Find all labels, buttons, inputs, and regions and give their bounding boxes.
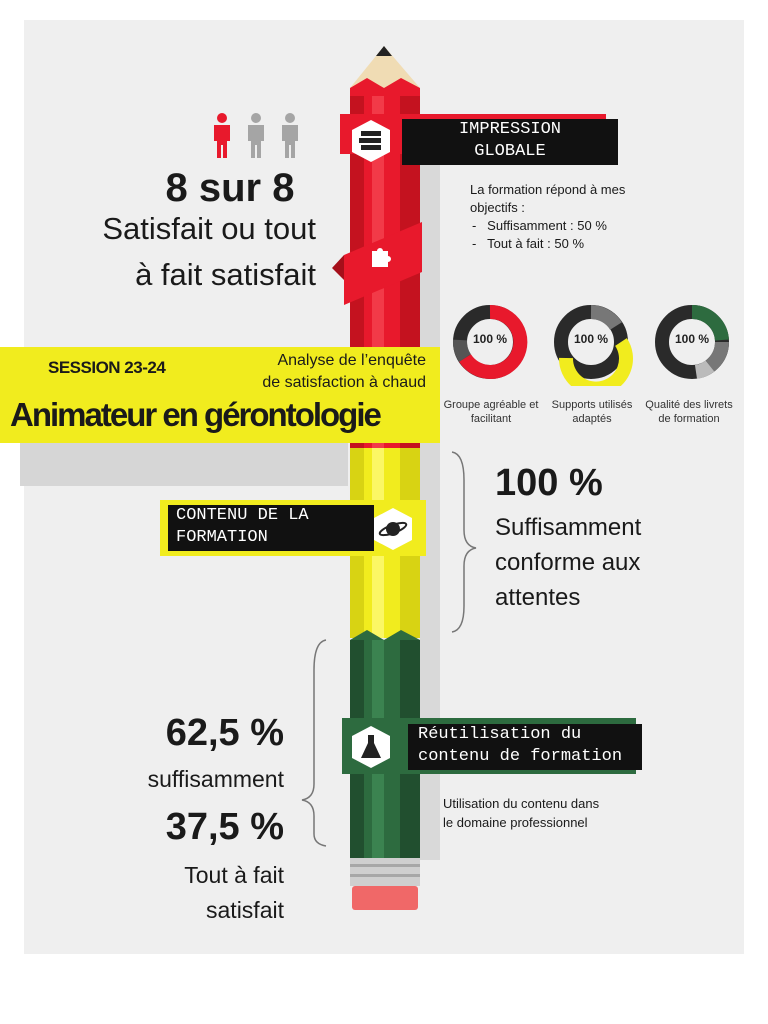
score-value: 8 sur 8 bbox=[165, 166, 295, 210]
contenu-pct: 100 % bbox=[495, 462, 603, 504]
donut-caption-supports: Supports utilisés adaptés bbox=[551, 399, 633, 425]
pencil-eraser bbox=[352, 886, 418, 910]
donut-pct-supports: 100 % bbox=[573, 332, 609, 346]
people-icons bbox=[208, 112, 308, 160]
session-label: SESSION 23-24 bbox=[48, 358, 166, 377]
reutilisation-pct1-caption: suffisamment bbox=[147, 766, 284, 792]
brace-contenu bbox=[452, 452, 476, 632]
reutilisation-pct2-caption: Tout à fait satisfait bbox=[184, 862, 284, 923]
puzzle-icon bbox=[368, 243, 394, 269]
brace-reutilisation bbox=[302, 640, 326, 846]
objectives-text: La formation répond à mes objectifs : - Suffisamment : 50 % - Tout à fait : 50 % bbox=[470, 182, 626, 251]
reutilisation-caption: Utilisation du contenu dans le domaine professionnel bbox=[443, 796, 600, 830]
reutilisation-pct2: 37,5 % bbox=[165, 806, 284, 848]
donut-pct-livrets: 100 % bbox=[674, 332, 710, 346]
flask-icon bbox=[350, 724, 392, 770]
person-red-icon bbox=[214, 113, 230, 158]
person-grey-icon bbox=[282, 113, 298, 158]
score-caption: Satisfait ou tout à fait satisfait bbox=[102, 211, 316, 292]
page-title: Animateur en gérontologie bbox=[10, 396, 380, 433]
reutilisation-pct1: 62,5 % bbox=[165, 712, 284, 754]
donut-supports bbox=[561, 312, 626, 386]
contenu-caption: Suffisamment conforme aux attentes bbox=[495, 514, 642, 611]
donut-caption-livrets: Qualité des livrets de formation bbox=[645, 399, 733, 425]
donut-pct-groupe: 100 % bbox=[472, 332, 508, 346]
books-icon bbox=[350, 118, 392, 164]
contenu-label: CONTENU DE LA FORMATION bbox=[168, 505, 374, 551]
planet-icon bbox=[372, 506, 414, 552]
impression-label: IMPRESSION GLOBALE bbox=[402, 119, 618, 165]
reutilisation-label: Réutilisation du contenu de formation bbox=[408, 724, 642, 770]
donut-caption-groupe: Groupe agréable et facilitant bbox=[443, 399, 539, 425]
person-grey-icon bbox=[248, 113, 264, 158]
banner-shadow bbox=[20, 440, 348, 486]
survey-subtitle: Analyse de l’enquête de satisfaction à chaud bbox=[262, 352, 426, 391]
pencil-graphite-tip bbox=[376, 46, 392, 56]
